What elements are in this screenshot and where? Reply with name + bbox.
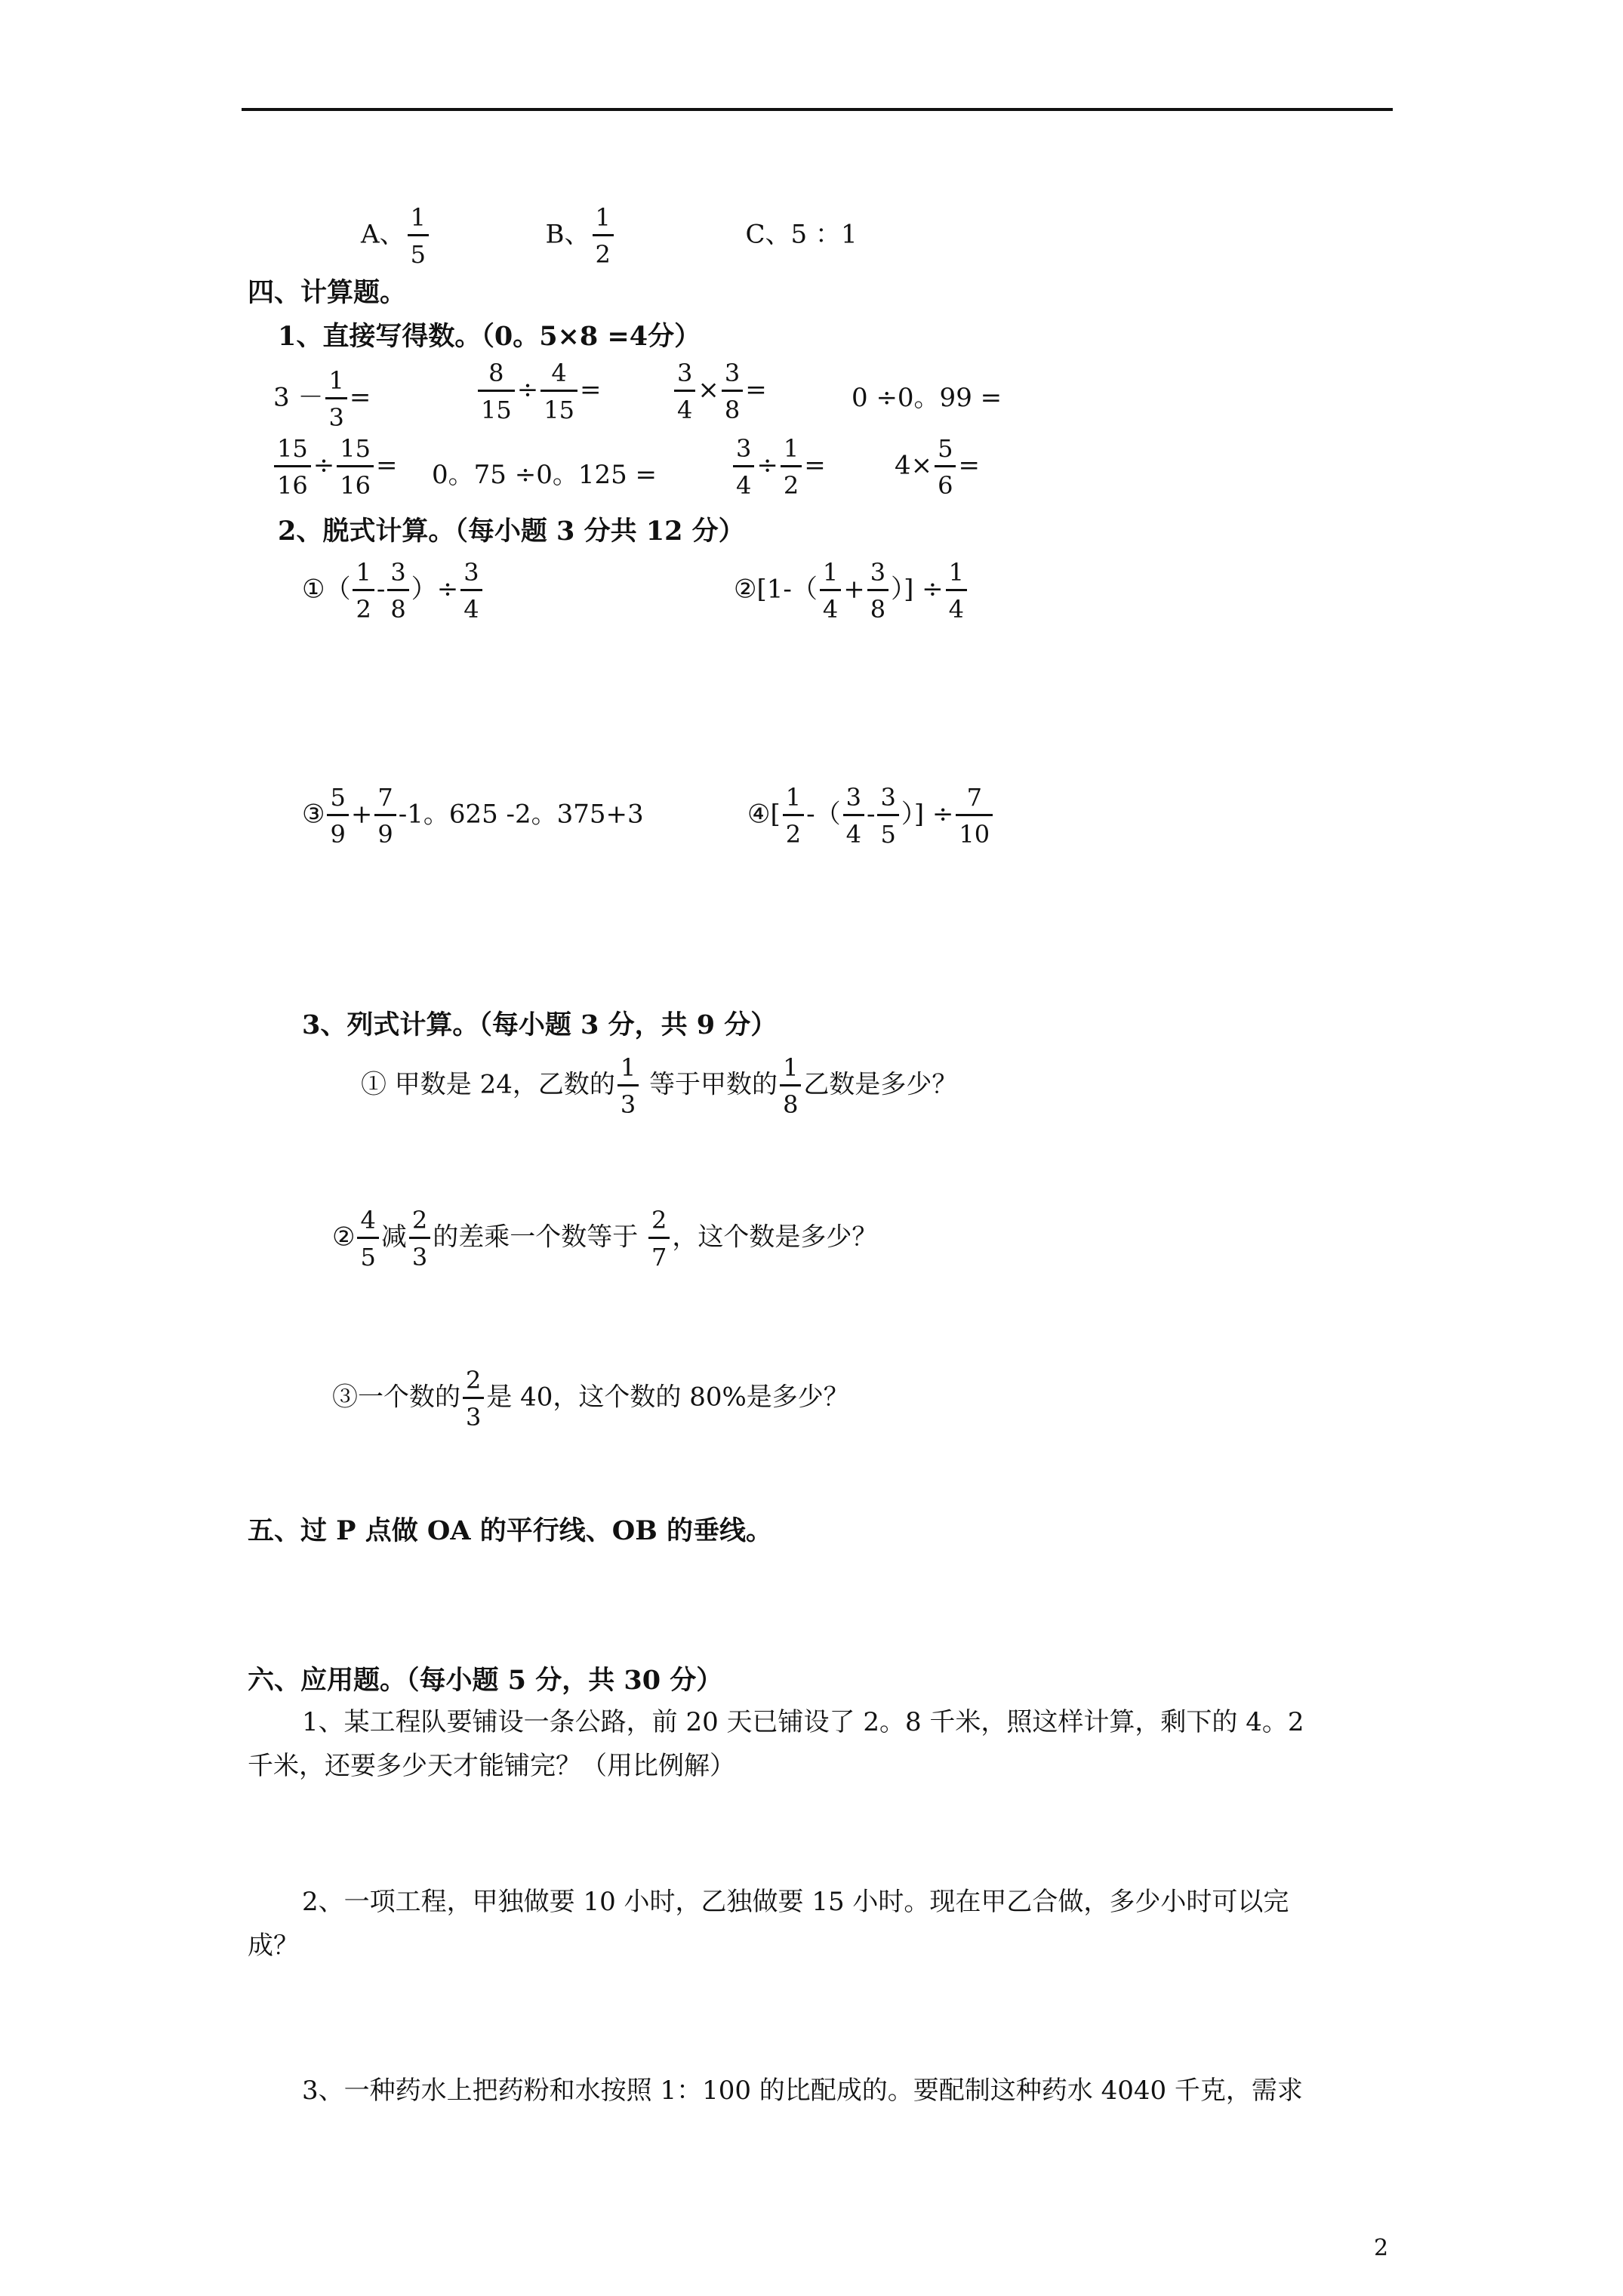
- option-a-fraction: $\frac{1}{5}$: [408, 205, 429, 267]
- s6-problem2-line2: 成？: [248, 1931, 299, 1961]
- q1-row2-expr3: $\frac{3}{4}$ ÷ $\frac{1}{2}$ =: [731, 436, 826, 498]
- section6-title: 六、应用题。（每小题 5 分，共 30 分）: [248, 1665, 723, 1696]
- q3-item1: ① 甲数是 24，乙数的 $\frac{1}{3}$ 等于甲数的 $\frac{1}{8}$ 乙数是多少？: [361, 1053, 958, 1119]
- q3-item3: ③一个数的 $\frac{2}{3}$ 是 40，这个数的 80%是多少？: [332, 1366, 849, 1432]
- q1-row2-expr4: 4× $\frac{5}{6}$ =: [895, 434, 980, 500]
- q2-problem2: ②[1-（ $\frac{1}{4}$ + $\frac{3}{8}$ ）] ÷ $\frac{1}{4}$: [734, 560, 969, 621]
- section5-title: 五、过 P 点做 OA 的平行线、OB 的垂线。: [248, 1515, 772, 1546]
- s6-problem1-line2: 千米，还要多少天才能铺完？（用比例解）: [248, 1751, 735, 1781]
- options-row: [361, 205, 858, 267]
- q2-problem1: ①（ $\frac{1}{2}$ - $\frac{3}{8}$ ）÷ $\frac{3}{4}$: [302, 560, 485, 621]
- q2-problem3: ③ $\frac{5}{9}$ + $\frac{7}{9}$ -1。625 -2。375+3: [302, 783, 644, 849]
- q2-title: 2、脱式计算。（每小题 3 分共 12 分）: [278, 516, 745, 547]
- section4-title: 四、计算题。: [248, 277, 407, 308]
- q1-row2-expr2: 0。75 ÷0。125 =: [432, 460, 658, 490]
- q1-row1-expr1: 3 － $\frac{1}{3}$ =: [273, 366, 371, 432]
- page-number: 2: [1374, 2235, 1389, 2261]
- option-b-label: B、: [545, 219, 590, 250]
- option-c: C、5 ：1: [745, 219, 858, 250]
- option-b-fraction: $\frac{1}{2}$: [593, 205, 614, 267]
- s6-problem2-line1: 2、一项工程，甲独做要 10 小时，乙独做要 15 小时。现在甲乙合做，多少小时可以完: [302, 1887, 1289, 1917]
- q1-title: 1、直接写得数。（0。5×8 =4分）: [278, 321, 701, 352]
- s6-problem3-line1: 3、一种药水上把药粉和水按照 1：100 的比配成的。要配制这种药水 4040 千克，需求: [302, 2076, 1303, 2106]
- q3-item2: ② $\frac{4}{5}$ 减 $\frac{2}{3}$ 的差乘一个数等于 $\frac{2}{7}$ ，这个数是多少？: [332, 1206, 878, 1271]
- q2-problem4: ④[ $\frac{1}{2}$ -（ $\frac{3}{4}$ - $\frac{3}{5}$ ）] ÷ $\frac{7}{10}$: [747, 785, 995, 846]
- q3-title: 3、列式计算。（每小题 3 分，共 9 分）: [302, 1009, 778, 1040]
- q1-row2-expr1: $\frac{15}{16}$ ÷ $\frac{15}{16}$ =: [272, 436, 397, 498]
- q1-row1-expr2: $\frac{8}{15}$ ÷ $\frac{4}{15}$ =: [476, 361, 601, 422]
- s6-problem1-line1: 1、某工程队要铺设一条公路，前 20 天已铺设了 2。8 千米，照这样计算，剩下的 4。2: [302, 1707, 1304, 1737]
- header-rule: [242, 108, 1393, 111]
- q1-row1-expr3: $\frac{3}{4}$ × $\frac{3}{8}$ =: [672, 361, 767, 422]
- q1-row1-expr4: 0 ÷0。99 =: [852, 383, 1002, 413]
- option-a-label: A、: [361, 219, 405, 250]
